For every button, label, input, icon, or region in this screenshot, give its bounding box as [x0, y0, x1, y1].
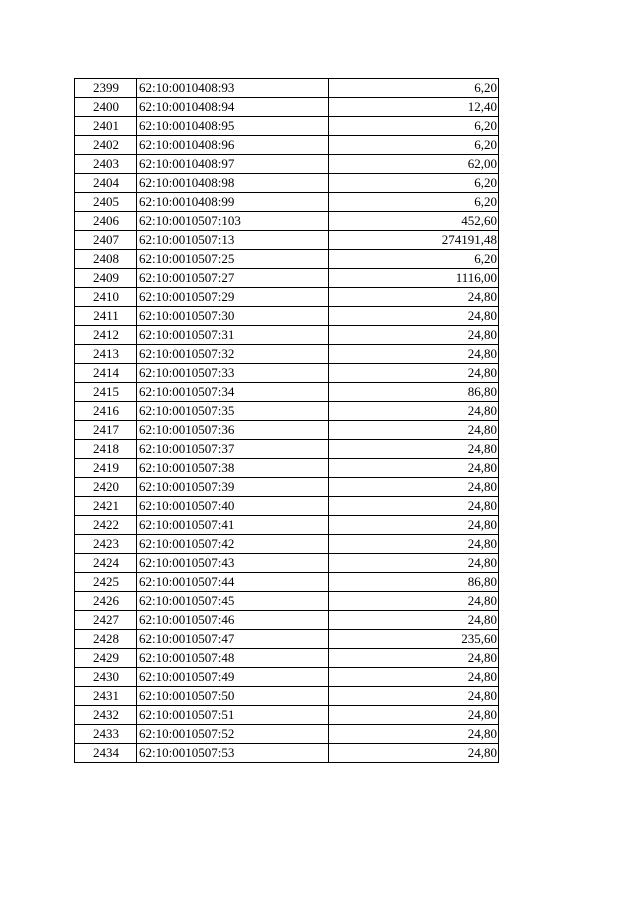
table-row — [75, 744, 499, 763]
row-number-cell: 2428 — [75, 630, 137, 649]
table-row — [75, 459, 499, 478]
row-number-cell: 2400 — [75, 98, 137, 117]
value-cell: 24,80 — [329, 725, 499, 744]
cadastral-number-cell: 62:10:0010507:40 — [137, 497, 329, 516]
cadastral-number-cell: 62:10:0010408:93 — [137, 79, 329, 98]
row-number-cell: 2418 — [75, 440, 137, 459]
row-number-cell: 2432 — [75, 706, 137, 725]
value-cell: 12,40 — [329, 98, 499, 117]
row-number-cell: 2429 — [75, 649, 137, 668]
cadastral-number-cell: 62:10:0010507:50 — [137, 687, 329, 706]
row-number-cell: 2408 — [75, 250, 137, 269]
cadastral-number-cell: 62:10:0010408:99 — [137, 193, 329, 212]
cadastral-number-cell: 62:10:0010408:96 — [137, 136, 329, 155]
value-cell: 24,80 — [329, 345, 499, 364]
table-row — [75, 592, 499, 611]
row-number-cell: 2434 — [75, 744, 137, 763]
value-cell: 6,20 — [329, 117, 499, 136]
cadastral-number-cell: 62:10:0010507:53 — [137, 744, 329, 763]
row-number-cell: 2430 — [75, 668, 137, 687]
cadastral-number-cell: 62:10:0010408:97 — [137, 155, 329, 174]
row-number-cell: 2405 — [75, 193, 137, 212]
cadastral-number-cell: 62:10:0010507:39 — [137, 478, 329, 497]
cadastral-number-cell: 62:10:0010507:13 — [137, 231, 329, 250]
cadastral-number-cell: 62:10:0010507:33 — [137, 364, 329, 383]
row-number-cell: 2406 — [75, 212, 137, 231]
cadastral-number-cell: 62:10:0010507:35 — [137, 402, 329, 421]
cadastral-number-cell: 62:10:0010507:47 — [137, 630, 329, 649]
cadastral-number-cell: 62:10:0010408:98 — [137, 174, 329, 193]
row-number-cell: 2411 — [75, 307, 137, 326]
row-number-cell: 2414 — [75, 364, 137, 383]
row-number-cell: 2422 — [75, 516, 137, 535]
table-row — [75, 611, 499, 630]
table-row — [75, 440, 499, 459]
table-row — [75, 269, 499, 288]
value-cell: 1116,00 — [329, 269, 499, 288]
table-row — [75, 573, 499, 592]
cadastral-number-cell: 62:10:0010507:43 — [137, 554, 329, 573]
cadastral-number-cell: 62:10:0010507:34 — [137, 383, 329, 402]
table-row — [75, 516, 499, 535]
value-cell: 24,80 — [329, 611, 499, 630]
table-row — [75, 421, 499, 440]
table-row — [75, 497, 499, 516]
table-row — [75, 668, 499, 687]
cadastral-number-cell: 62:10:0010507:45 — [137, 592, 329, 611]
value-cell: 24,80 — [329, 668, 499, 687]
value-cell: 24,80 — [329, 307, 499, 326]
value-cell: 452,60 — [329, 212, 499, 231]
value-cell: 62,00 — [329, 155, 499, 174]
table-row — [75, 79, 499, 98]
row-number-cell: 2426 — [75, 592, 137, 611]
value-cell: 24,80 — [329, 744, 499, 763]
value-cell: 24,80 — [329, 402, 499, 421]
table-row — [75, 687, 499, 706]
cadastral-number-cell: 62:10:0010507:30 — [137, 307, 329, 326]
row-number-cell: 2425 — [75, 573, 137, 592]
value-cell: 24,80 — [329, 440, 499, 459]
table-row — [75, 307, 499, 326]
table-row — [75, 193, 499, 212]
table-row — [75, 402, 499, 421]
row-number-cell: 2404 — [75, 174, 137, 193]
table-row — [75, 345, 499, 364]
value-cell: 24,80 — [329, 592, 499, 611]
row-number-cell: 2399 — [75, 79, 137, 98]
cadastral-number-cell: 62:10:0010507:48 — [137, 649, 329, 668]
cadastral-number-cell: 62:10:0010507:51 — [137, 706, 329, 725]
table-row — [75, 250, 499, 269]
cadastral-number-cell: 62:10:0010507:103 — [137, 212, 329, 231]
cadastral-number-cell: 62:10:0010507:36 — [137, 421, 329, 440]
cadastral-number-cell: 62:10:0010507:31 — [137, 326, 329, 345]
value-cell: 24,80 — [329, 478, 499, 497]
cadastral-number-cell: 62:10:0010408:95 — [137, 117, 329, 136]
row-number-cell: 2421 — [75, 497, 137, 516]
table-row — [75, 706, 499, 725]
cadastral-number-cell: 62:10:0010507:27 — [137, 269, 329, 288]
value-cell: 24,80 — [329, 554, 499, 573]
value-cell: 6,20 — [329, 174, 499, 193]
table-body — [75, 79, 499, 763]
value-cell: 24,80 — [329, 687, 499, 706]
cadastral-number-cell: 62:10:0010507:42 — [137, 535, 329, 554]
cadastral-number-cell: 62:10:0010507:49 — [137, 668, 329, 687]
value-cell: 274191,48 — [329, 231, 499, 250]
row-number-cell: 2407 — [75, 231, 137, 250]
row-number-cell: 2415 — [75, 383, 137, 402]
value-cell: 6,20 — [329, 250, 499, 269]
row-number-cell: 2412 — [75, 326, 137, 345]
row-number-cell: 2420 — [75, 478, 137, 497]
table-row — [75, 725, 499, 744]
cadastral-number-cell: 62:10:0010507:52 — [137, 725, 329, 744]
row-number-cell: 2409 — [75, 269, 137, 288]
value-cell: 24,80 — [329, 288, 499, 307]
table-row — [75, 383, 499, 402]
cadastral-number-cell: 62:10:0010408:94 — [137, 98, 329, 117]
cadastral-number-cell: 62:10:0010507:38 — [137, 459, 329, 478]
row-number-cell: 2416 — [75, 402, 137, 421]
table-row — [75, 554, 499, 573]
table-row — [75, 535, 499, 554]
value-cell: 24,80 — [329, 649, 499, 668]
table-row — [75, 478, 499, 497]
row-number-cell: 2403 — [75, 155, 137, 174]
table-row — [75, 136, 499, 155]
row-number-cell: 2433 — [75, 725, 137, 744]
table-row — [75, 155, 499, 174]
row-number-cell: 2423 — [75, 535, 137, 554]
table-row — [75, 212, 499, 231]
value-cell: 235,60 — [329, 630, 499, 649]
value-cell: 24,80 — [329, 516, 499, 535]
value-cell: 24,80 — [329, 421, 499, 440]
row-number-cell: 2401 — [75, 117, 137, 136]
value-cell: 24,80 — [329, 535, 499, 554]
row-number-cell: 2417 — [75, 421, 137, 440]
value-cell: 86,80 — [329, 573, 499, 592]
table-row — [75, 326, 499, 345]
row-number-cell: 2431 — [75, 687, 137, 706]
cadastral-number-cell: 62:10:0010507:32 — [137, 345, 329, 364]
table-row — [75, 649, 499, 668]
table-row — [75, 98, 499, 117]
value-cell: 6,20 — [329, 79, 499, 98]
value-cell: 6,20 — [329, 193, 499, 212]
row-number-cell: 2419 — [75, 459, 137, 478]
cadastral-number-cell: 62:10:0010507:37 — [137, 440, 329, 459]
cadastral-number-cell: 62:10:0010507:25 — [137, 250, 329, 269]
value-cell: 24,80 — [329, 364, 499, 383]
table-row — [75, 231, 499, 250]
value-cell: 24,80 — [329, 497, 499, 516]
data-table — [74, 78, 499, 763]
value-cell: 86,80 — [329, 383, 499, 402]
table-row — [75, 174, 499, 193]
value-cell: 24,80 — [329, 326, 499, 345]
table-row — [75, 630, 499, 649]
row-number-cell: 2410 — [75, 288, 137, 307]
value-cell: 24,80 — [329, 706, 499, 725]
row-number-cell: 2402 — [75, 136, 137, 155]
value-cell: 6,20 — [329, 136, 499, 155]
table-row — [75, 117, 499, 136]
cadastral-number-cell: 62:10:0010507:41 — [137, 516, 329, 535]
cadastral-number-cell: 62:10:0010507:29 — [137, 288, 329, 307]
cadastral-number-cell: 62:10:0010507:46 — [137, 611, 329, 630]
row-number-cell: 2424 — [75, 554, 137, 573]
cadastral-number-cell: 62:10:0010507:44 — [137, 573, 329, 592]
row-number-cell: 2427 — [75, 611, 137, 630]
table-row — [75, 364, 499, 383]
row-number-cell: 2413 — [75, 345, 137, 364]
table-row — [75, 288, 499, 307]
value-cell: 24,80 — [329, 459, 499, 478]
